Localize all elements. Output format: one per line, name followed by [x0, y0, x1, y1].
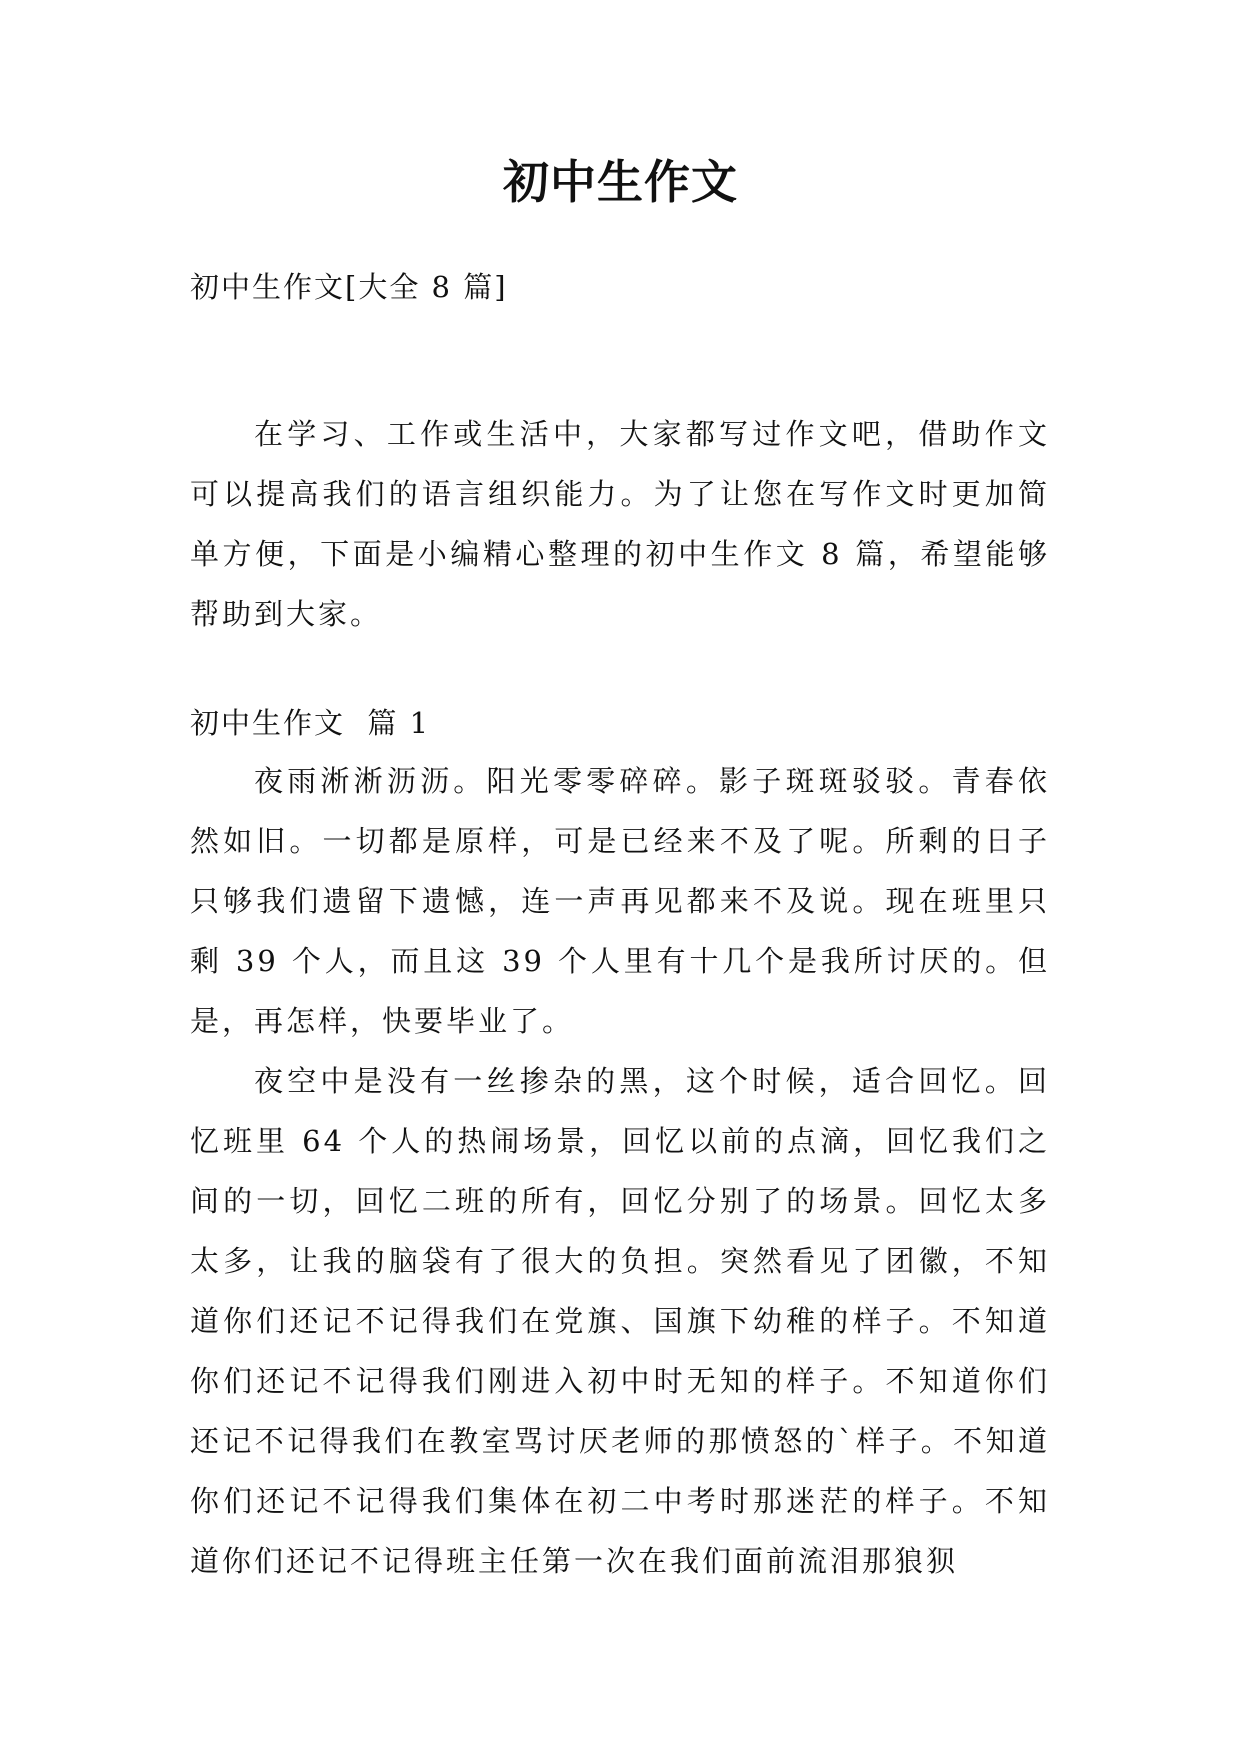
body-paragraph: 夜空中是没有一丝掺杂的黑，这个时候，适合回忆。回忆班里 64 个人的热闹场景，回忆以前的点滴，回忆我们之间的一切，回忆二班的所有，回忆分别了的场景。回忆太多太多，让我的脑袋有了很大的负担。突然看见了团徽，不知道你们还记不记得我们在党旗、国旗下幼稚的样子。不知道你们还记不记得我们刚进入初中时无知的样子。不知道你们还记不记得我们在教室骂讨厌老师的那愤怒的`样子。不知道你们还记不记得我们集体在初二中考时那迷茫的样子。不知道你们还记不记得班主任第一次在我们面前流泪那狼狈 [190, 1064, 1050, 1578]
body-paragraph: 夜雨淅淅沥沥。阳光零零碎碎。影子斑斑驳驳。青春依然如旧。一切都是原样，可是已经来不及了呢。所剩的日子只够我们遗留下遗憾，连一声再见都来不及说。现在班里只剩 39 个人，而且这 39 个人里有十几个是我所讨厌的。但是，再怎样，快要毕业了。 [190, 764, 1050, 1038]
intro-paragraph: 在学习、工作或生活中，大家都写过作文吧，借助作文可以提高我们的语言组织能力。为了让您在写作文时更加简单方便，下面是小编精心整理的初中生作文 8 篇，希望能够帮助到大家。 [190, 417, 1050, 631]
document-subtitle: 初中生作文[大全 8 篇] [190, 270, 508, 304]
document-title: 初中生作文 [503, 155, 738, 209]
section-heading: 初中生作文 篇 1 [190, 706, 431, 740]
